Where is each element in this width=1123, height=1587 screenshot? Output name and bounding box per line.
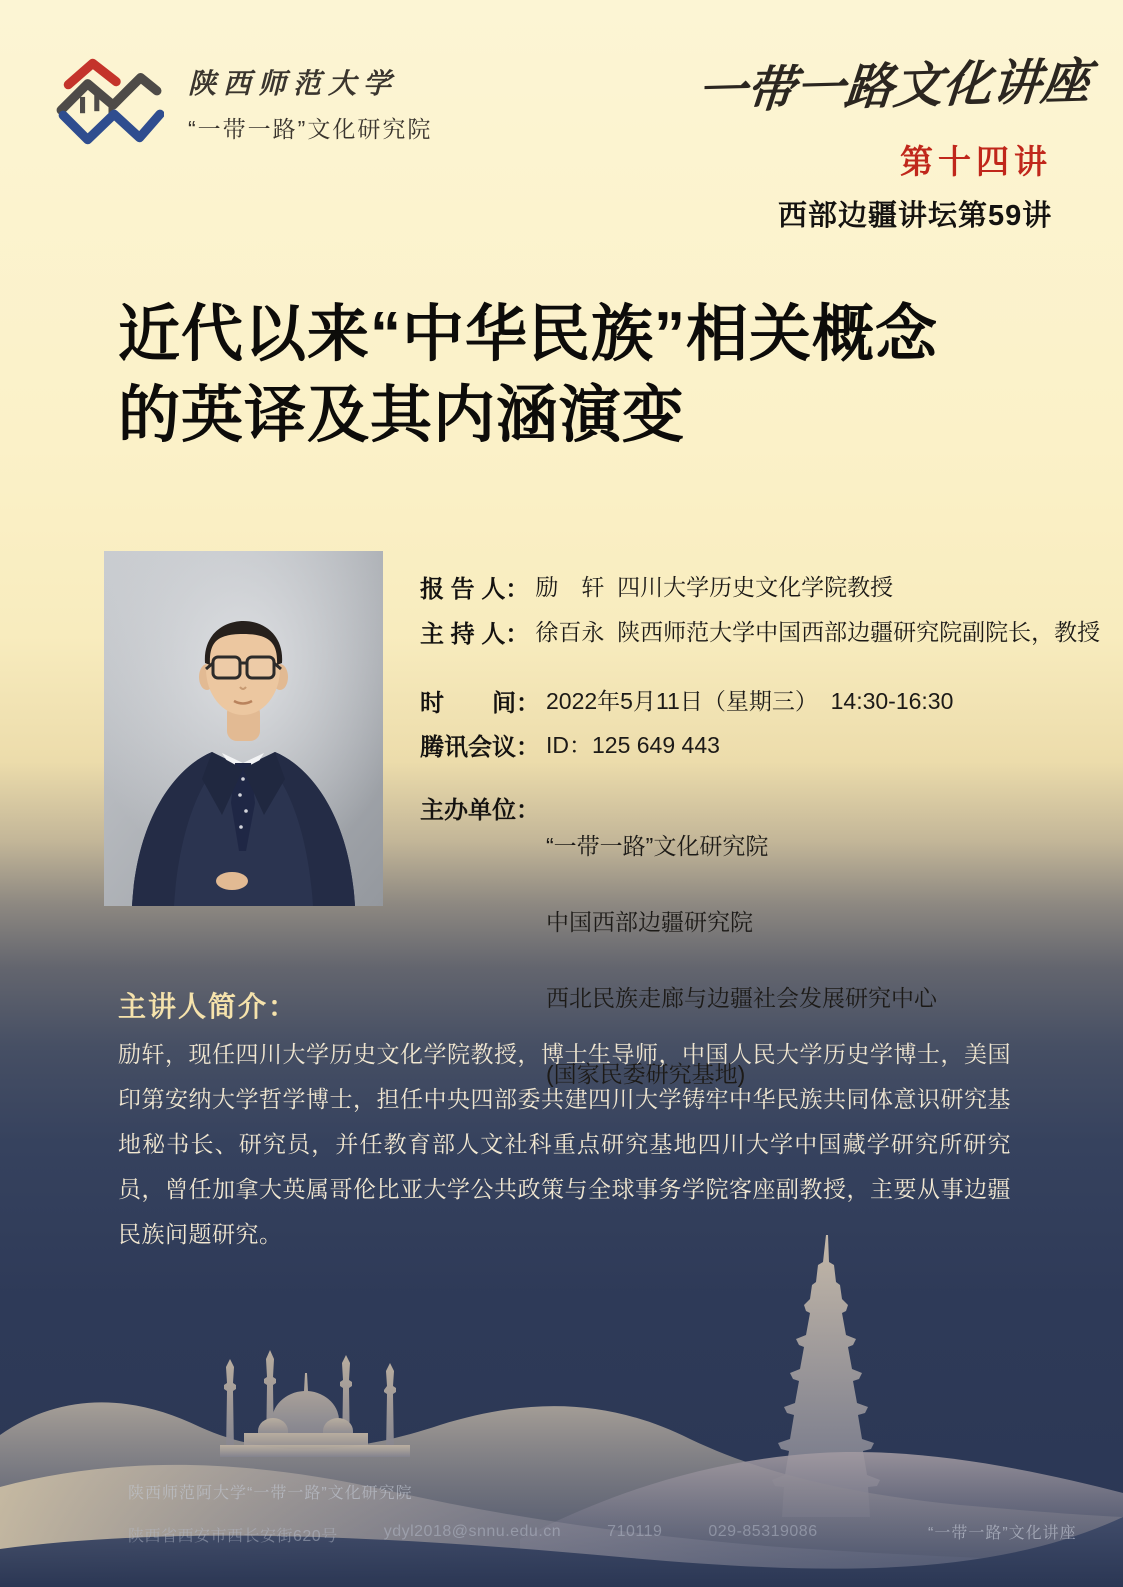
info-row-speaker — [420, 569, 893, 604]
organizer-item: 中国西部边疆研究院 — [546, 909, 753, 935]
mosque-silhouette — [220, 1350, 410, 1457]
meeting-id-value: ID：125 649 443 — [546, 732, 720, 758]
footer-institute-line: 陕西师范阿大学“一带一路”文化研究院 — [128, 1485, 413, 1502]
series-number: 第十四讲 — [900, 145, 1052, 181]
university-logo-icon — [52, 56, 164, 146]
time-value: 2022年5月11日（星期三） 14:30-16:30 — [546, 688, 954, 714]
footer-email: ydyl2018@snnu.edu.cn — [383, 1523, 562, 1540]
organizer-item: (国家民委研究基地) — [546, 1061, 746, 1087]
footer-contact-line — [128, 1523, 818, 1546]
lecture-title-line1: 近代以来“中华民族”相关概念 — [118, 300, 939, 369]
forum-number: 西部边疆讲坛第59讲 — [778, 200, 1053, 232]
info-row-host — [420, 614, 1100, 649]
organizer-item: 西北民族走廊与边疆社会发展研究中心 — [546, 985, 937, 1011]
time-label: 时 间： — [420, 690, 540, 717]
series-title-calligraphy: 一带一路文化讲座 — [695, 53, 1093, 120]
institute-name: “一带一路”文化研究院 — [188, 116, 433, 142]
host-label: 主 持 人： — [420, 621, 530, 648]
info-row-meeting — [420, 727, 720, 762]
speaker-photo — [104, 551, 383, 906]
speaker-label: 报 告 人： — [420, 576, 530, 603]
bio-text: 励轩，现任四川大学历史文化学院教授，博士生导师，中国人民大学历史学博士，美国印第安纳大学哲学博士，担任中央四部委共建四川大学铸牢中华民族共同体意识研究基地秘书长、研究员，并任教育部人文社科重点研究基地四川大学中国藏学研究所研究员，曾任加拿大英属哥伦比亚大学公共政策与全球事务学院客座副教授，主要从事边疆民族问题研究。 — [118, 1041, 1011, 1247]
university-logo-text — [188, 56, 432, 148]
host-value: 徐百永 陕西师范大学中国西部边疆研究院副院长，教授 — [535, 619, 1101, 645]
speaker-value: 励 轩 四川大学历史文化学院教授 — [535, 574, 894, 600]
footer-phone: 029-85319086 — [708, 1523, 818, 1540]
info-row-time — [420, 683, 953, 718]
footer-postcode: 710119 — [607, 1523, 663, 1540]
bio-heading: 主讲人简介： — [118, 991, 299, 1022]
lecture-title-line2: 的英译及其内涵演变 — [118, 381, 686, 450]
footer-address: 陕西省西安市西长安街620号 — [128, 1528, 338, 1545]
university-logo — [52, 56, 522, 148]
meeting-label: 腾讯会议： — [420, 734, 540, 761]
lecture-title — [118, 294, 1058, 456]
footer-series-name: “一带一路”文化讲座 — [928, 1525, 1077, 1542]
organizer-label: 主办单位： — [420, 797, 540, 824]
organizer-item: “一带一路”文化研究院 — [546, 833, 769, 859]
university-name: 陕西师范大学 — [188, 69, 399, 100]
